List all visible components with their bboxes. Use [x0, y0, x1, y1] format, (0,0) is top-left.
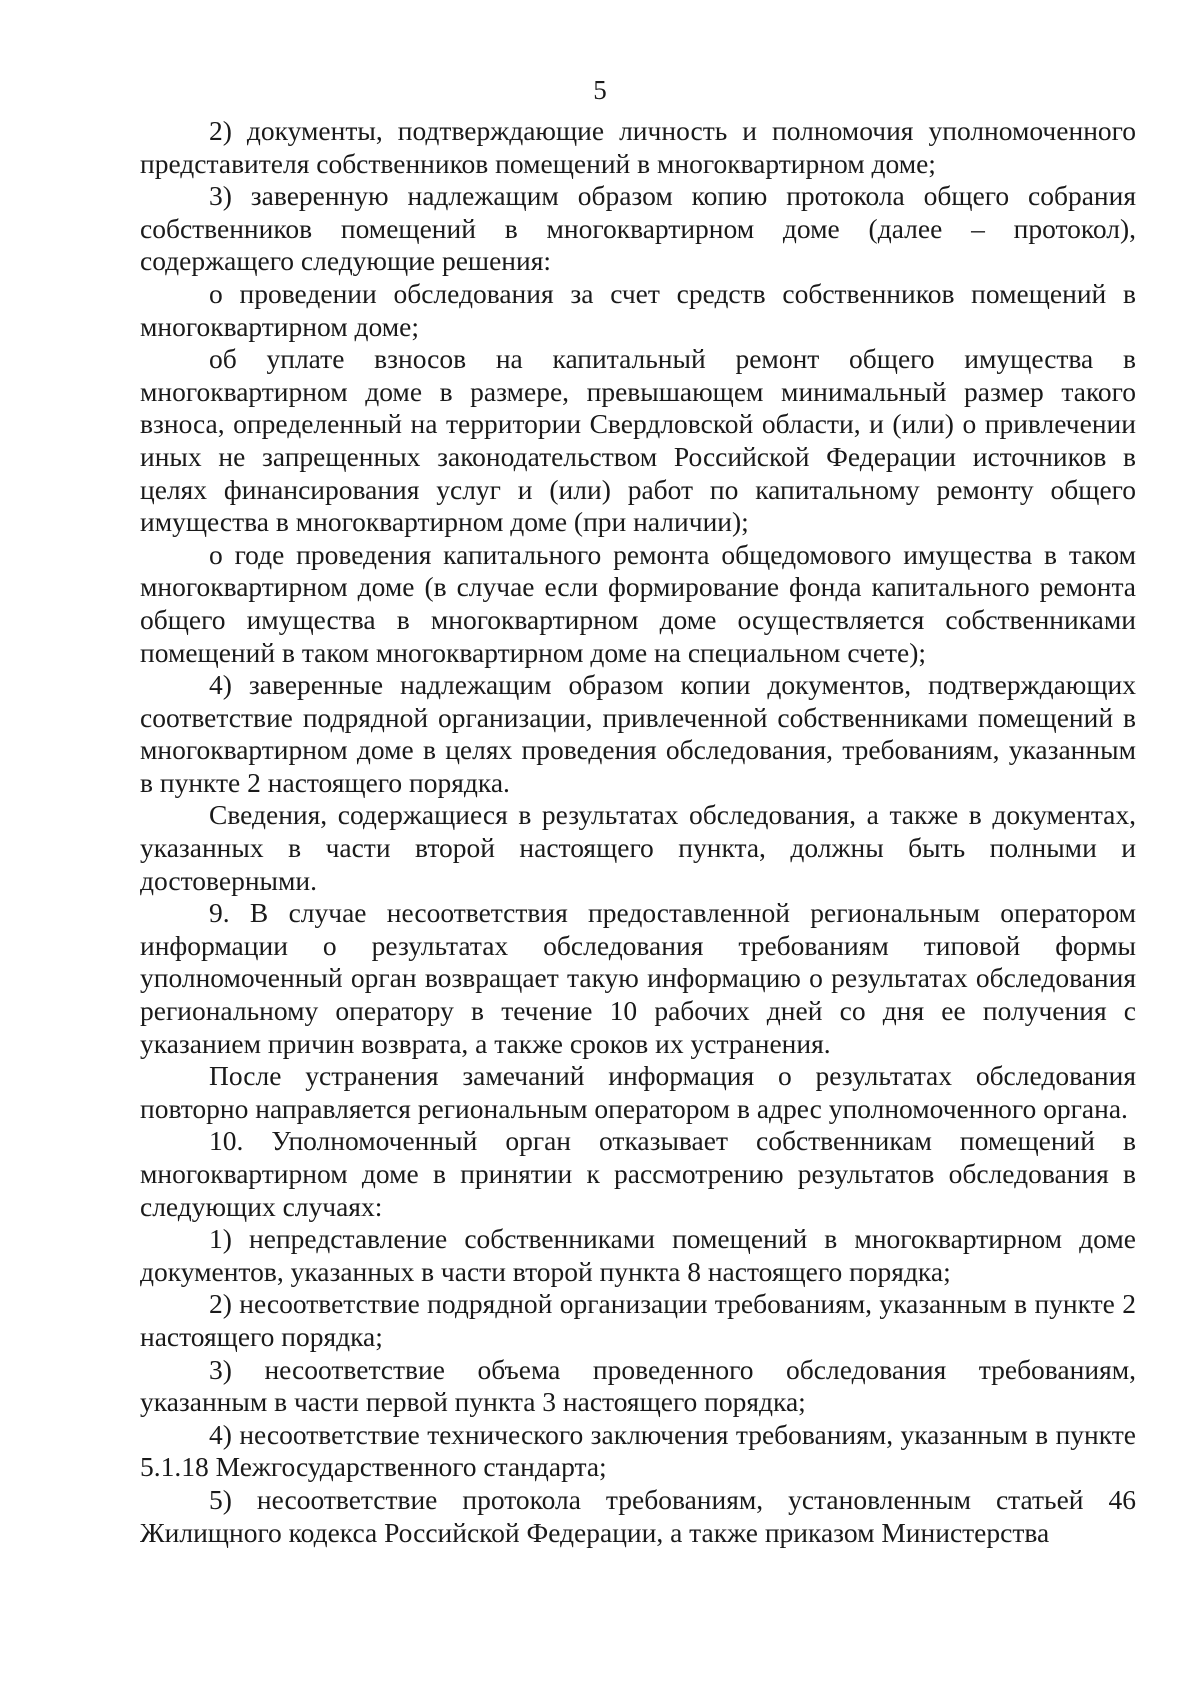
- paragraph-item-3-meeting-protocol: 3) заверенную надлежащим образом копию протокола общего собрания собственников помещений в многоквартирном доме (далее – протокол), содержащего следующие решения:: [140, 180, 1136, 277]
- page-number: 5: [593, 75, 607, 105]
- paragraph-refusal-reason-3: 3) несоответствие объема проведенного обследования требованиям, указанным в части первой пункта 3 настоящего порядка;: [140, 1353, 1136, 1418]
- paragraph-clause-10-refusal: 10. Уполномоченный орган отказывает собственникам помещений в многоквартирном доме в принятии к рассмотрению результатов обследования в следующих случаях:: [140, 1125, 1136, 1222]
- document-body: [140, 115, 1136, 1549]
- paragraph-item-2-identity-documents: 2) документы, подтверждающие личность и полномочия уполномоченного представителя собственников помещений в многоквартирном доме;: [140, 115, 1136, 179]
- paragraph-refusal-reason-5: 5) несоответствие протокола требованиям, установленным статьей 46 Жилищного кодекса Российской Федерации, а также приказом Министерства: [140, 1483, 1136, 1548]
- paragraph-decision-contributions: об уплате взносов на капитальный ремонт общего имущества в многоквартирном доме в размере, превышающем минимальный размер такого взноса, определенный на территории Свердловской области, и (или) о привлечении иных не запрещенных законодательством Российской Федерации источников в целях финансирования услуг и (или) работ по капитальному ремонту общего имущества в многоквартирном доме (при наличии);: [140, 343, 1136, 538]
- paragraph-decision-repair-year: о годе проведения капитального ремонта общедомового имущества в таком многоквартирном доме (в случае если формирование фонда капитального ремонта общего имущества в многоквартирном доме осуществляется собственниками помещений в таком многоквартирном доме на специальном счете);: [140, 538, 1136, 668]
- paragraph-refusal-reason-4: 4) несоответствие технического заключения требованиям, указанным в пункте 5.1.18 Межгосударственного стандарта;: [140, 1418, 1136, 1483]
- paragraph-clause-9-resubmission: После устранения замечаний информация о результатах обследования повторно направляется региональным оператором в адрес уполномоченного органа.: [140, 1060, 1136, 1124]
- paragraph-refusal-reason-1: 1) непредставление собственниками помещений в многоквартирном доме документов, указанных в части второй пункта 8 настоящего порядка;: [140, 1223, 1136, 1287]
- paragraph-refusal-reason-2: 2) несоответствие подрядной организации требованиям, указанным в пункте 2 настоящего порядка;: [140, 1288, 1136, 1352]
- paragraph-clause-9-return: 9. В случае несоответствия предоставленной региональным оператором информации о результатах обследования требованиям типовой формы уполномоченный орган возвращает такую информацию о результатах обследования региональному оператору в течение 10 рабочих дней со дня ее получения с указанием причин возврата, а также сроков их устранения.: [140, 897, 1136, 1059]
- paragraph-decision-survey-funding: о проведении обследования за счет средств собственников помещений в многоквартирном доме;: [140, 277, 1136, 342]
- paragraph-item-4-contractor-documents: 4) заверенные надлежащим образом копии документов, подтверждающих соответствие подрядной организации, привлеченной собственниками помещений в многоквартирном доме в целях проведения обследования, требованиям, указанным в пункте 2 настоящего порядка.: [140, 669, 1136, 798]
- paragraph-information-completeness: Сведения, содержащиеся в результатах обследования, а также в документах, указанных в части второй настоящего пункта, должны быть полными и достоверными.: [140, 799, 1136, 896]
